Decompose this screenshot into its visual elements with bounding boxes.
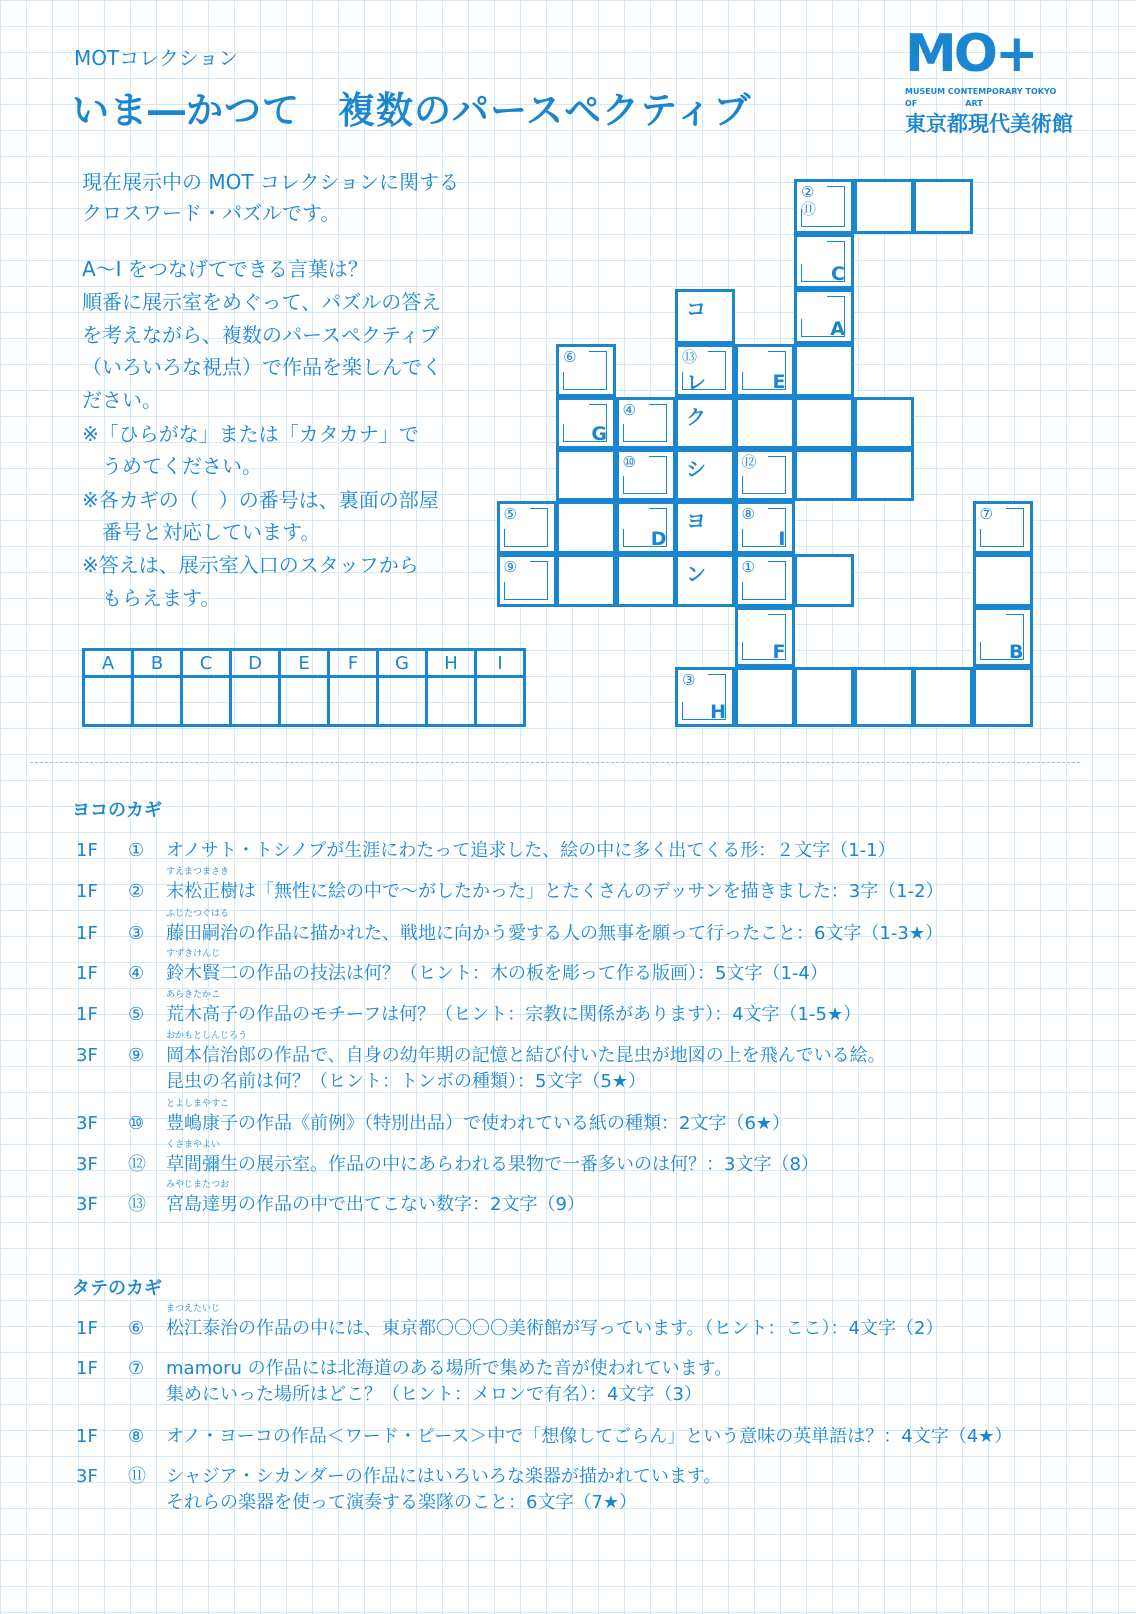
- answer-cell[interactable]: [427, 677, 476, 726]
- mot-logo: [905, 22, 1075, 138]
- page-title: いま―かつて 複数のパースペクティブ: [72, 89, 752, 132]
- clue-number: ①: [128, 840, 145, 861]
- answer-cell[interactable]: [378, 677, 427, 726]
- crossword-cell[interactable]: [556, 397, 616, 449]
- intro-line: 順番に展示室をめぐって、パズルの答え: [82, 290, 442, 314]
- crossword-cell[interactable]: [735, 344, 795, 397]
- answer-cell[interactable]: [231, 677, 280, 726]
- clue-number: ⑧: [741, 504, 755, 523]
- clue-number: ⑩: [622, 452, 636, 471]
- answer-header: C: [182, 650, 231, 677]
- crossword-cell[interactable]: [913, 179, 973, 234]
- crossword-cell[interactable]: [556, 501, 616, 554]
- answer-cell[interactable]: [133, 677, 182, 726]
- answer-letter-label: F: [772, 640, 786, 663]
- answer-header: B: [133, 650, 182, 677]
- crossword-cell[interactable]: [973, 501, 1033, 554]
- crossword-cell[interactable]: [735, 501, 795, 554]
- down-heading: タテのカギ: [72, 1278, 162, 1299]
- clue-item: [76, 1140, 819, 1176]
- intro-line: を考えながら、複数のパースペクティブ: [82, 323, 440, 347]
- crossword-cell[interactable]: [973, 607, 1033, 667]
- clue-floor: 3F: [76, 1154, 98, 1175]
- crossword-cell[interactable]: [675, 667, 735, 727]
- clue-text-main: 末松正樹は「無性に絵の中で〜がしたかった」とたくさんのデッサンを描きました：3字（1-2）: [166, 881, 944, 902]
- crossword-cell[interactable]: [794, 397, 854, 449]
- crossword-cell[interactable]: [556, 449, 616, 501]
- clue-item: [76, 1304, 944, 1340]
- clue-item: [76, 909, 943, 945]
- crossword-cell[interactable]: [675, 289, 735, 344]
- prefilled-kana: ク: [686, 404, 706, 429]
- logo-japanese: 東京都現代美術館: [905, 112, 1073, 136]
- answer-letter-label: G: [591, 422, 607, 445]
- answer-letter-label: H: [710, 700, 726, 723]
- clue-number: ⑨: [128, 1045, 145, 1066]
- crossword-cell[interactable]: [794, 667, 854, 727]
- crossword-cell[interactable]: [675, 397, 735, 449]
- answer-cell[interactable]: [329, 677, 378, 726]
- across-heading: ヨコのカギ: [72, 800, 162, 821]
- clue-text-main: 荒木高子の作品のモチーフは何？（ヒント：宗教に関係があります）：4文字（1-5★）: [166, 1004, 862, 1025]
- clue-text-main: 藤田嗣治の作品に描かれた、戦地に向かう愛する人の無事を願って行ったこと：6文字（1-3★）: [166, 923, 943, 944]
- crossword-cell[interactable]: [497, 501, 557, 554]
- prefilled-kana: シ: [686, 456, 706, 481]
- crossword-cell[interactable]: [616, 554, 676, 607]
- clue-floor: 1F: [76, 923, 98, 944]
- clue-number: ⑥: [563, 347, 577, 366]
- clue-number: ②: [128, 881, 145, 902]
- crossword-cell[interactable]: [973, 554, 1033, 607]
- answer-letter-label: I: [778, 527, 786, 550]
- prefilled-kana: ン: [686, 561, 706, 586]
- answer-cell[interactable]: [476, 677, 525, 726]
- crossword-cell[interactable]: [794, 449, 854, 501]
- collection-subtitle: MOTコレクション: [74, 46, 239, 70]
- clue-text-main: シャジア・シカンダーの作品にはいろいろな楽器が描かれています。: [166, 1466, 722, 1487]
- clue-item: [76, 1099, 791, 1135]
- answer-table: [82, 648, 526, 727]
- clue-text-main: 松江泰治の作品の中には、東京都〇〇〇〇美術館が写っています。（ヒント：ここ）：4文字（2）: [166, 1318, 944, 1339]
- clue-floor: 1F: [76, 881, 98, 902]
- clue-floor: 3F: [76, 1045, 98, 1066]
- crossword-cell[interactable]: [794, 289, 854, 344]
- clue-text-main: mamoru の作品には北海道のある場所で集めた音が使われています。: [166, 1358, 733, 1379]
- crossword-cell[interactable]: [616, 501, 676, 554]
- crossword-cell[interactable]: [973, 667, 1033, 727]
- clue-number: ⑩: [128, 1113, 145, 1134]
- clue-item: [76, 867, 944, 903]
- clue-number: ③: [682, 670, 696, 689]
- clue-number: ⑥: [128, 1318, 145, 1339]
- clue-floor: 1F: [76, 1004, 98, 1025]
- crossword-cell[interactable]: [854, 449, 914, 501]
- clue-number: ② ⑪: [801, 182, 817, 218]
- crossword-cell[interactable]: [556, 344, 616, 397]
- clue-text: [166, 1358, 732, 1379]
- crossword-cell[interactable]: [616, 449, 676, 501]
- answer-cell[interactable]: [280, 677, 329, 726]
- clue-item: [76, 1466, 721, 1514]
- crossword-cell[interactable]: [794, 344, 854, 397]
- prefilled-kana: レ: [686, 369, 706, 394]
- clue-furigana: ふじたつぐはる: [166, 909, 230, 919]
- clue-number: ⑤: [128, 1004, 145, 1025]
- intro-line: 番号と対応しています。: [82, 520, 321, 544]
- intro-line: A〜I をつなげてできる言葉は？: [82, 257, 368, 281]
- clue-text-main: オノサト・トシノブが生涯にわたって追求した、絵の中に多く出てくる形：２文字（1-1）: [166, 840, 896, 861]
- clue-text: [166, 867, 944, 902]
- clue-furigana: とよしまやすこ: [166, 1099, 230, 1109]
- logo-english-2: OF ART: [905, 99, 983, 108]
- clue-number: ⑫: [741, 452, 757, 471]
- clue-item: [76, 1358, 732, 1406]
- crossword-cell[interactable]: [794, 234, 854, 289]
- logo-mark: MO+: [905, 24, 1036, 84]
- clue-item: [76, 1426, 1012, 1448]
- clue-text-line2: 昆虫の名前は何？（ヒント：トンボの種類）：5文字（5★）: [166, 1071, 647, 1092]
- crossword-cell[interactable]: [854, 397, 914, 449]
- crossword-cell[interactable]: [735, 397, 795, 449]
- clue-number: ⑬: [682, 347, 698, 366]
- clue-item: [76, 1031, 886, 1093]
- clue-text: [166, 1140, 819, 1175]
- crossword-cell[interactable]: [854, 179, 914, 234]
- answer-letter-label: A: [830, 317, 845, 340]
- logo-english-1: MUSEUM CONTEMPORARY TOKYO: [905, 87, 1057, 96]
- clue-text-main: オノ・ヨーコの作品＜ワード・ピース＞中で「想像してごらん」という意味の英単語は？：4文字（4★）: [166, 1426, 1013, 1447]
- intro-line: もらえます。: [82, 586, 221, 610]
- answer-header: I: [476, 650, 525, 677]
- intro-line: 現在展示中の MOT コレクションに関する: [82, 170, 460, 194]
- intro-line: ※各カギの（ ）の番号は、裏面の部屋: [82, 488, 439, 512]
- clue-floor: 1F: [76, 1426, 98, 1447]
- crossword-cell[interactable]: [616, 397, 676, 449]
- clue-floor: 1F: [76, 1358, 98, 1379]
- clue-text-main: 宮島達男の作品の中で出てこない数字：2文字（9）: [166, 1194, 585, 1215]
- clue-number: ⑤: [503, 504, 517, 523]
- answer-cell[interactable]: [84, 677, 133, 726]
- answer-letter-label: C: [831, 262, 845, 285]
- clue-text-line2: 集めにいった場所はどこ？（ヒント：メロンで有名）：4文字（3）: [166, 1384, 702, 1405]
- crossword-cell[interactable]: [675, 449, 735, 501]
- clue-furigana: おかもとしんじろう: [166, 1031, 248, 1041]
- clue-item: [76, 949, 828, 985]
- clue-number: ⑨: [503, 557, 517, 576]
- prefilled-kana: コ: [686, 296, 706, 321]
- clue-floor: 3F: [76, 1466, 98, 1487]
- clue-text: [166, 990, 862, 1025]
- clue-floor: 3F: [76, 1113, 98, 1134]
- answer-header: D: [231, 650, 280, 677]
- answer-header: G: [378, 650, 427, 677]
- clue-text-main: 草間彌生の展示室。作品の中にあらわれる果物で一番多いのは何？：3文字（8）: [166, 1154, 819, 1175]
- clue-item: [76, 990, 862, 1026]
- crossword-cell[interactable]: [675, 501, 735, 554]
- answer-cell[interactable]: [182, 677, 231, 726]
- crossword-cell[interactable]: [794, 554, 854, 607]
- clue-number: ⑬: [128, 1194, 146, 1215]
- crossword-cell[interactable]: [497, 554, 557, 607]
- answer-header: F: [329, 650, 378, 677]
- clue-number: ⑦: [128, 1358, 145, 1379]
- answer-header: E: [280, 650, 329, 677]
- crossword-cell[interactable]: [735, 554, 795, 607]
- clue-furigana: あらきたかこ: [166, 990, 221, 1000]
- clue-furigana: みやじまたつお: [166, 1180, 230, 1190]
- clue-text: [166, 840, 896, 861]
- clue-text-main: 鈴木賢二の作品の技法は何？（ヒント：木の板を彫って作る版画）：5文字（1-4）: [166, 963, 828, 984]
- crossword-cell[interactable]: [913, 667, 973, 727]
- answer-letter-label: E: [772, 370, 786, 393]
- section-divider: [30, 762, 1080, 763]
- clue-text: [166, 949, 828, 984]
- clue-text-main: 岡本信治郎の作品で、自身の幼年期の記憶と結び付いた昆虫が地図の上を飛んでいる絵。: [166, 1045, 886, 1066]
- crossword-cell[interactable]: [556, 554, 616, 607]
- clue-text: [166, 909, 943, 944]
- clue-number: ③: [128, 923, 145, 944]
- clue-floor: 1F: [76, 963, 98, 984]
- intro-line: ※答えは、展示室入口のスタッフから: [82, 553, 419, 577]
- clue-text: [166, 1031, 886, 1066]
- answer-letter-label: B: [1009, 640, 1024, 663]
- intro-line: ださい。: [82, 388, 162, 412]
- answer-header: A: [84, 650, 133, 677]
- clue-item: [76, 840, 896, 862]
- clue-number: ④: [622, 400, 636, 419]
- clue-floor: 1F: [76, 840, 98, 861]
- crossword-cell[interactable]: [735, 667, 795, 727]
- crossword-cell[interactable]: [735, 607, 795, 667]
- clue-item: [76, 1180, 585, 1216]
- clue-furigana: すずきけんじ: [166, 949, 221, 959]
- crossword-cell[interactable]: [735, 449, 795, 501]
- intro-line: ※「ひらがな」または「カタカナ」で: [82, 422, 419, 446]
- clue-furigana: まつえたいじ: [166, 1304, 221, 1314]
- crossword-cell[interactable]: [675, 344, 735, 397]
- clue-floor: 3F: [76, 1194, 98, 1215]
- clue-furigana: すえまつまさき: [166, 867, 230, 877]
- clue-furigana: くさまやよい: [166, 1140, 221, 1150]
- clue-number: ⑪: [128, 1466, 146, 1487]
- intro-line: うめてください。: [82, 454, 262, 478]
- clue-number: ①: [741, 557, 755, 576]
- clue-text-line2: それらの楽器を使って演奏する楽隊のこと：6文字（7★）: [166, 1492, 638, 1513]
- clue-number: ④: [128, 963, 145, 984]
- crossword-cell[interactable]: [794, 179, 854, 234]
- clue-floor: 1F: [76, 1318, 98, 1339]
- clue-number: ⑦: [979, 504, 993, 523]
- clue-text: [166, 1466, 721, 1487]
- clue-text: [166, 1180, 585, 1215]
- clue-number: ⑧: [128, 1426, 145, 1447]
- clue-text: [166, 1426, 1012, 1447]
- crossword-cell[interactable]: [854, 667, 914, 727]
- answer-letter-label: D: [650, 527, 667, 550]
- clue-text-main: 豊嶋康子の作品《前例》（特別出品）で使われている紙の種類：2文字（6★）: [166, 1113, 791, 1134]
- prefilled-kana: ヨ: [686, 508, 706, 533]
- intro-line: （いろいろな視点）で作品を楽しんでく: [82, 355, 442, 379]
- crossword-cell[interactable]: [675, 554, 735, 607]
- clue-number: ⑫: [128, 1154, 146, 1175]
- answer-header: H: [427, 650, 476, 677]
- intro-line: クロスワード・パズルです。: [82, 201, 341, 225]
- clue-text: [166, 1304, 944, 1339]
- clue-text: [166, 1099, 791, 1134]
